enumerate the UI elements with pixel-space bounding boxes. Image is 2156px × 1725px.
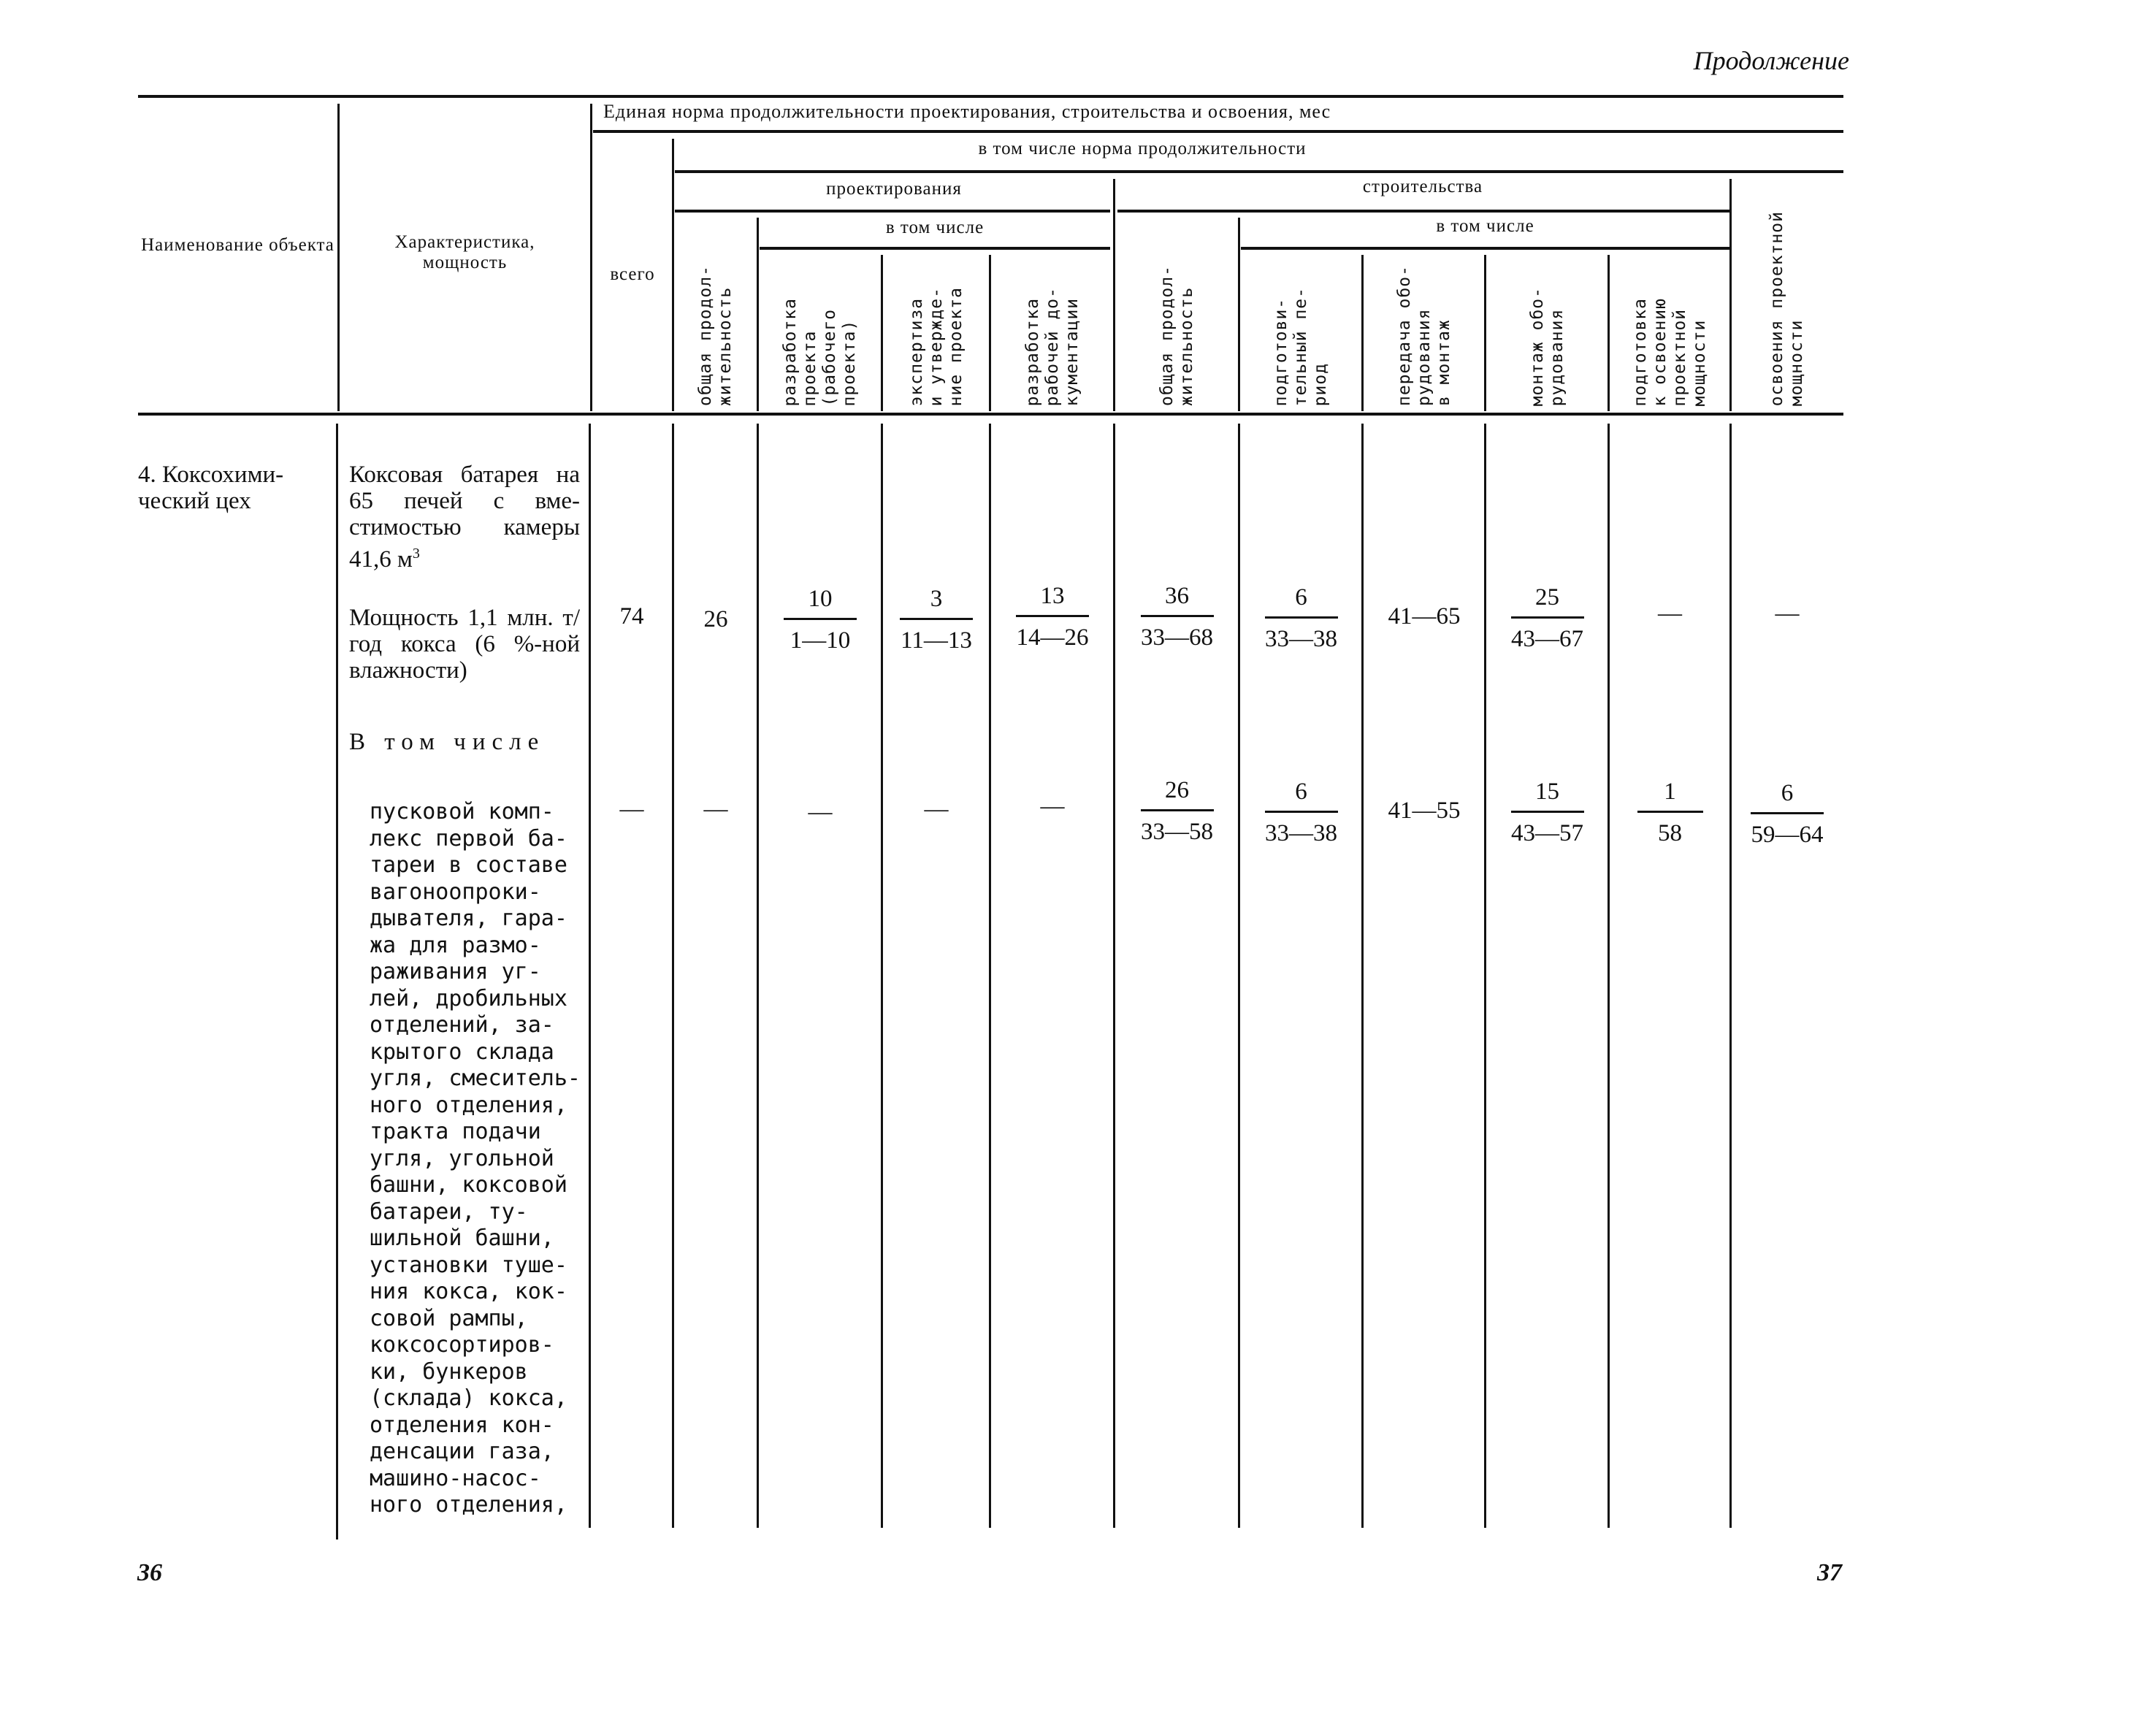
row1-characteristic-1-text: Коксовая батарея на 65 печей с вме-стимостью камеры 41,6 м — [349, 462, 580, 573]
header-unified-norm: Единая норма продолжительности проектирования, строительства и освоения, мес — [603, 101, 1331, 122]
fraction-bar — [1265, 811, 1338, 813]
row1-characteristic-1 — [349, 462, 580, 573]
fraction-numerator: 6 — [1295, 779, 1307, 805]
header-construction-equipment-transfer — [1364, 256, 1484, 406]
row2-construction-equipment-transfer: 41—55 — [1388, 798, 1461, 824]
header-total: всего — [610, 264, 655, 284]
fraction-numerator: 1 — [1664, 779, 1676, 805]
body-col-line — [1608, 424, 1610, 1528]
rule-under-construction-including — [1241, 247, 1729, 250]
body-col-line — [1484, 424, 1486, 1528]
header-design: проектирования — [826, 179, 962, 199]
header-construction-capacity-prep-text: подготовка к освоению проектной мощности — [1630, 297, 1709, 406]
header-construction-capacity-prep — [1610, 256, 1729, 406]
row1-design-total: 26 — [703, 606, 728, 632]
fraction-denominator: 43—67 — [1511, 626, 1583, 652]
header-col-line — [590, 104, 592, 411]
row2-construction-equipment-install — [1487, 777, 1608, 848]
body-col-line — [1238, 424, 1240, 1528]
body-col-line — [881, 424, 883, 1528]
row1-construction-preparatory — [1241, 583, 1361, 654]
row1-characteristic-2: Мощность 1,1 млн. т/год кокса (6 %-ной влажности) — [349, 605, 580, 684]
row1-construction-capacity-prep: — — [1658, 600, 1682, 627]
fraction-numerator: 6 — [1295, 584, 1307, 611]
row1-capacity-mastering: — — [1775, 600, 1800, 627]
fraction-bar — [1265, 616, 1338, 619]
fraction-numerator: 6 — [1781, 780, 1794, 806]
header-construction-equipment-transfer-text: передача обо- рудования в монтаж — [1394, 264, 1453, 406]
fraction-bar — [784, 618, 857, 620]
body-col-line — [589, 424, 591, 1528]
header-col-line — [1484, 255, 1486, 411]
header-design-working-docs — [992, 256, 1113, 406]
table-top-rule — [138, 95, 1843, 98]
header-including-norm: в том числе норма продолжительности — [978, 139, 1307, 158]
header-design-project-dev — [760, 256, 881, 406]
header-col-line — [1361, 255, 1364, 411]
header-characteristic: Характеристика, мощность — [394, 232, 535, 272]
header-construction: строительства — [1362, 177, 1483, 196]
row1-object-name: 4. Коксохими- ческий цех — [138, 462, 284, 514]
header-construction-preparatory — [1241, 256, 1361, 406]
body-col-line — [672, 424, 674, 1528]
header-design-project-dev-text: разработка проекта (рабочего проекта) — [781, 297, 859, 406]
row2-construction-preparatory — [1241, 777, 1361, 848]
fraction-denominator: 59—64 — [1751, 822, 1824, 848]
row1-construction-equipment-transfer: 41—65 — [1388, 603, 1461, 630]
body-col-line — [1361, 424, 1364, 1528]
header-col-line — [989, 255, 991, 411]
header-col-line — [757, 218, 759, 411]
header-construction-including: в том числе — [1436, 216, 1534, 236]
fraction-denominator: 33—68 — [1141, 624, 1213, 651]
header-construction-equipment-install-text: монтаж обо- рудования — [1527, 286, 1567, 406]
rule-under-construction — [1117, 210, 1729, 213]
fraction-bar — [1141, 615, 1214, 617]
table-header-bottom-rule — [138, 413, 1843, 416]
rule-under-unified-norm — [593, 130, 1843, 133]
fraction-denominator: 1—10 — [790, 627, 851, 654]
header-capacity-mastering — [1732, 179, 1842, 406]
fraction-bar — [1511, 811, 1584, 813]
fraction-denominator: 14—26 — [1016, 624, 1089, 651]
header-design-working-docs-text: разработка рабочей до- кументации — [1022, 286, 1082, 406]
row2-design-project-dev: — — [808, 799, 833, 825]
row2-design-expertise: — — [924, 796, 949, 822]
fraction-denominator: 33—38 — [1265, 626, 1337, 652]
header-col-line — [1113, 179, 1115, 411]
header-design-including: в том числе — [885, 218, 985, 237]
header-design-expertise — [884, 256, 989, 406]
row1-total: 74 — [619, 603, 644, 630]
fraction-denominator: 11—13 — [901, 627, 972, 654]
page-number-left: 36 — [137, 1559, 162, 1586]
row2-total: — — [619, 796, 644, 822]
fraction-numerator: 15 — [1535, 779, 1559, 805]
header-design-total — [675, 219, 757, 406]
fraction-numerator: 13 — [1040, 583, 1065, 609]
fraction-numerator: 10 — [808, 586, 833, 612]
fraction-bar — [1016, 615, 1089, 617]
rule-under-including-norm — [675, 170, 1843, 173]
continuation-label: Продолжение — [1693, 46, 1849, 75]
row1-design-project-dev — [760, 584, 881, 655]
fraction-bar — [1637, 811, 1703, 813]
row2-construction-total — [1116, 776, 1238, 846]
fraction-numerator: 25 — [1535, 584, 1559, 611]
row1-design-expertise — [884, 584, 989, 655]
row2-characteristic: пусковой комп- лекс первой ба- тареи в составе вагоноопроки- дывателя, гара- жа для размо- раживания уг- лей, дробильных отделений, за- крытого склада угля, смеситель- ного отделения, тракта подачи угля, угольной башни, коксовой батареи, ту- шильной башни, установки туше- ния кокса, кок- совой рампы, коксосортиров- ки, бункеров (склада) кокса, отделения кон- денсации газа, машино-насос- ного отделения, — [370, 799, 581, 1518]
row1-characteristic-1-sup: 3 — [412, 546, 420, 562]
page-number-right: 37 — [1817, 1559, 1842, 1586]
row1-construction-equipment-install — [1487, 583, 1608, 654]
fraction-denominator: 33—58 — [1141, 819, 1213, 845]
header-object-name: Наименование объекта — [141, 235, 335, 255]
header-col-line — [1608, 255, 1610, 411]
row2-construction-capacity-prep — [1610, 777, 1729, 848]
fraction-bar — [900, 618, 973, 620]
header-col-line — [881, 255, 883, 411]
fraction-bar — [1751, 812, 1824, 814]
fraction-denominator: 58 — [1658, 820, 1682, 846]
fraction-denominator: 43—57 — [1511, 820, 1583, 846]
body-col-line — [1729, 424, 1732, 1528]
header-design-expertise-text: экспертиза и утвержде- ние проекта — [906, 286, 966, 406]
row1-construction-total — [1116, 581, 1238, 652]
rule-under-design — [675, 210, 1110, 213]
row2-including-label: В том числе — [349, 729, 546, 755]
fraction-numerator: 3 — [930, 586, 943, 612]
fraction-bar — [1141, 809, 1214, 811]
rule-under-design-including — [760, 247, 1110, 250]
header-capacity-mastering-text: освоения проектной мощности — [1767, 210, 1806, 406]
row2-design-total: — — [703, 796, 728, 822]
row2-capacity-mastering — [1732, 779, 1842, 849]
body-col-line — [757, 424, 759, 1528]
body-col-line — [989, 424, 991, 1528]
fraction-numerator: 26 — [1165, 777, 1189, 803]
header-construction-preparatory-text: подготови- тельный пе- риод — [1272, 286, 1330, 406]
header-design-total-text: общая продол- жительность — [696, 264, 735, 406]
header-col-line — [1729, 179, 1732, 411]
fraction-numerator: 36 — [1165, 583, 1189, 609]
fraction-bar — [1511, 616, 1584, 619]
row1-design-working-docs — [992, 581, 1113, 652]
body-col-line — [336, 424, 338, 1540]
row2-design-working-docs: — — [1040, 793, 1065, 819]
header-construction-equipment-install — [1487, 256, 1608, 406]
fraction-denominator: 33—38 — [1265, 820, 1337, 846]
header-col-line — [1238, 218, 1240, 411]
body-col-line — [1113, 424, 1115, 1528]
header-construction-total — [1116, 219, 1238, 406]
header-col-line — [672, 139, 674, 411]
header-construction-total-text: общая продол- жительность — [1157, 264, 1196, 406]
